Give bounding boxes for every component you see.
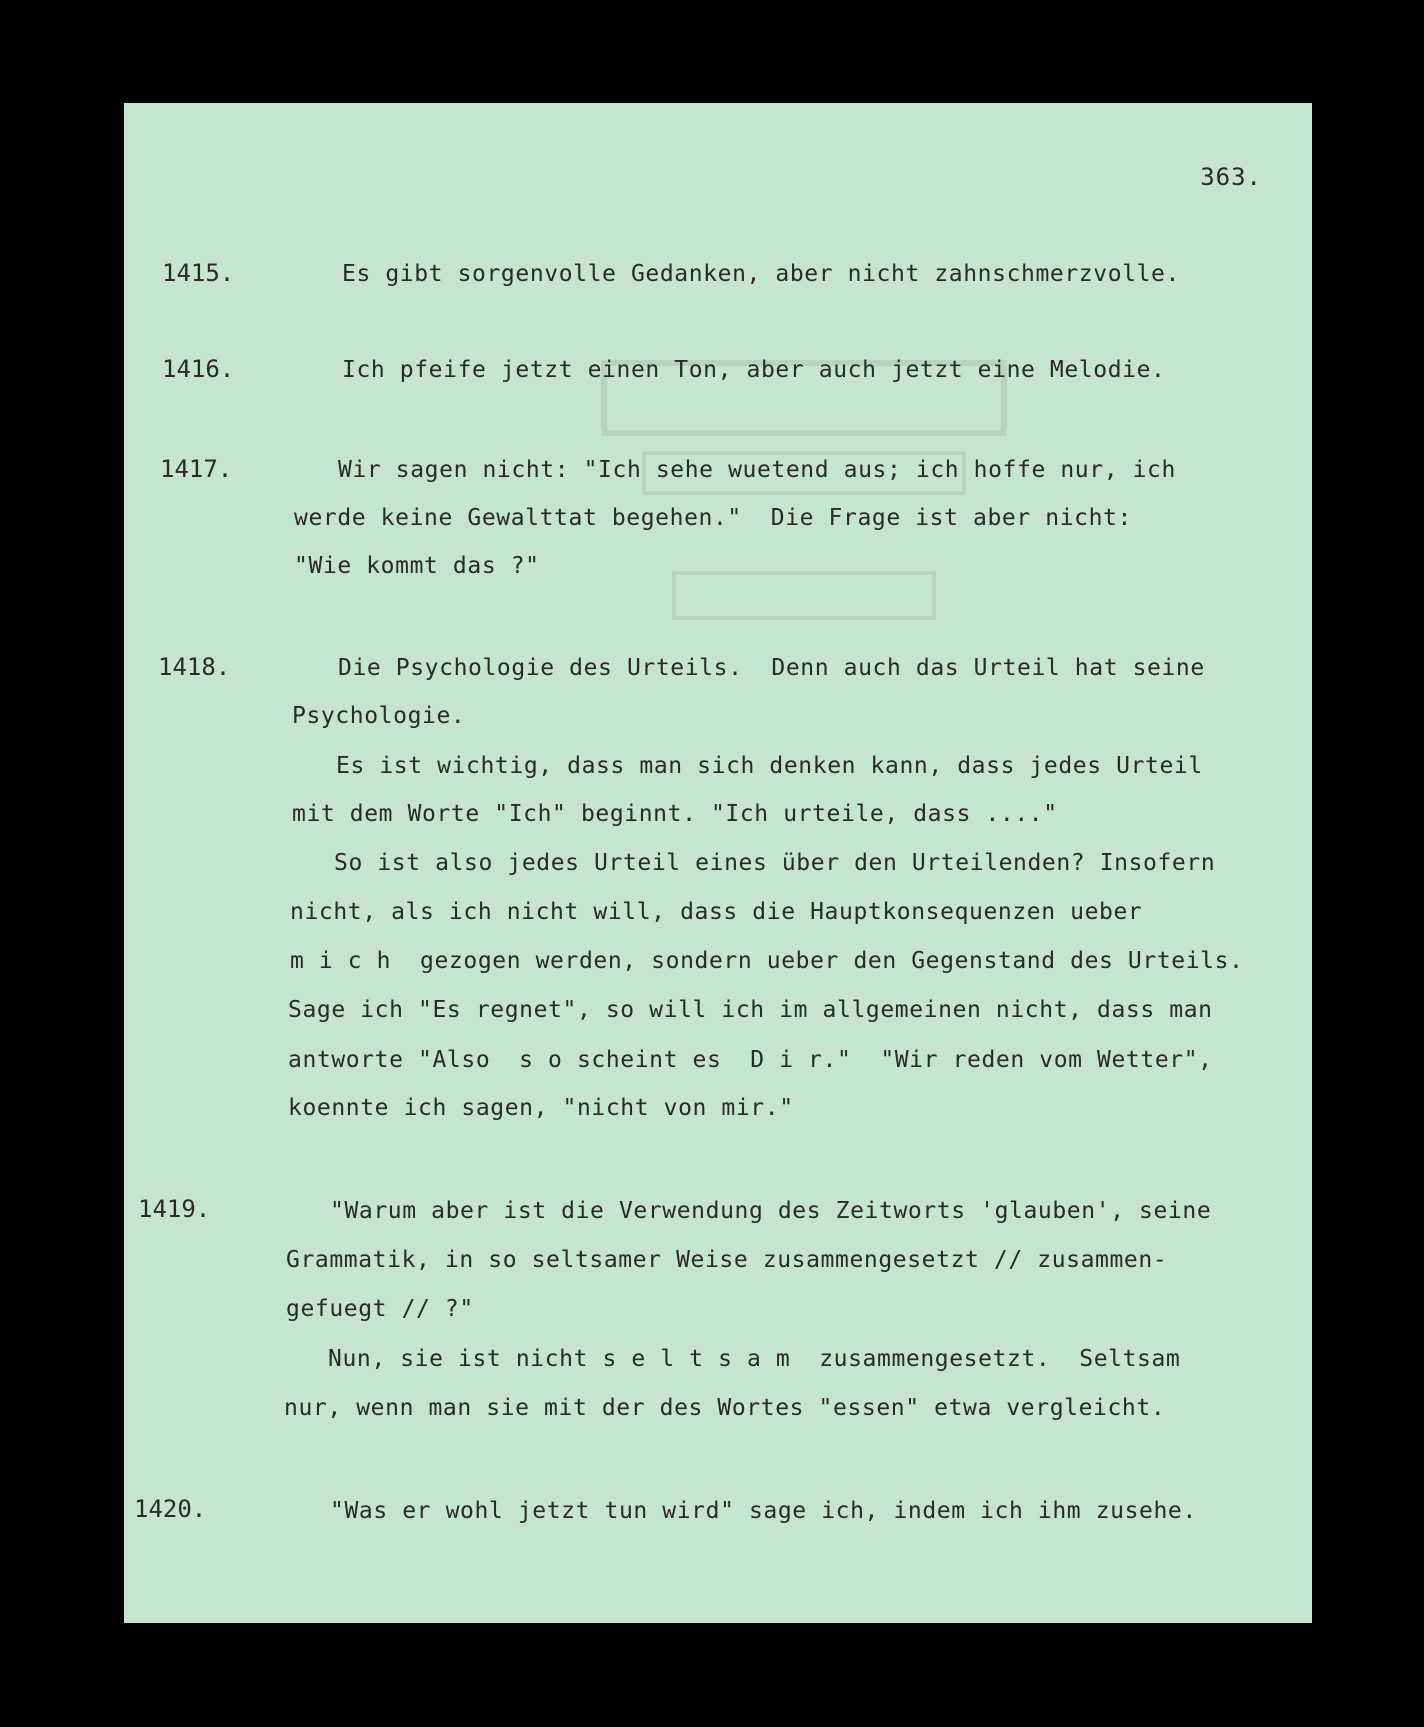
page-number: 363. (1200, 163, 1262, 191)
entry-1417-line: werde keine Gewalttat begehen." Die Frage ist aber nicht: (294, 505, 1132, 531)
entry-1418-line: antworte "Also s o scheint es D i r." "Wir reden vom Wetter", (288, 1047, 1213, 1073)
entry-1418-line: koennte ich sagen, "nicht von mir." (288, 1095, 794, 1121)
entry-number-1419: 1419. (138, 1195, 211, 1223)
entry-1418-line: nicht, als ich nicht will, dass die Hauptkonsequenzen ueber (290, 899, 1143, 925)
entry-1418-line: Psychologie. (292, 703, 466, 729)
entry-number-1420: 1420. (134, 1495, 207, 1523)
entry-1419-line: gefuegt // ?" (286, 1296, 474, 1322)
entry-1416-line: Ich pfeife jetzt einen Ton, aber auch jetzt eine Melodie. (342, 357, 1166, 383)
entry-1420-line: "Was er wohl jetzt tun wird" sage ich, indem ich ihm zusehe. (330, 1498, 1197, 1524)
entry-1419-line: Nun, sie ist nicht s e l t s a m zusammengesetzt. Seltsam (328, 1346, 1181, 1372)
entry-number-1418: 1418. (158, 653, 231, 681)
entry-1418-line: m i c h gezogen werden, sondern ueber den Gegenstand des Urteils. (290, 948, 1244, 974)
entry-1418-line: Sage ich "Es regnet", so will ich im allgemeinen nicht, dass man (288, 997, 1213, 1023)
entry-1418-line: Es ist wichtig, dass man sich denken kann, dass jedes Urteil (336, 753, 1203, 779)
entry-1417-line: Wir sagen nicht: "Ich sehe wuetend aus; ich hoffe nur, ich (338, 457, 1176, 483)
entry-number-1415: 1415. (162, 259, 235, 287)
entry-1419-line: "Warum aber ist die Verwendung des Zeitworts 'glauben', seine (330, 1198, 1212, 1224)
entry-1418-line: So ist also jedes Urteil eines über den Urteilenden? Insofern (334, 850, 1216, 876)
entry-1419-line: nur, wenn man sie mit der des Wortes "essen" etwa vergleicht. (284, 1395, 1166, 1421)
entry-1417-line: "Wie kommt das ?" (294, 553, 540, 579)
entry-1419-line: Grammatik, in so seltsamer Weise zusammengesetzt // zusammen- (286, 1247, 1168, 1273)
entry-1415-line: Es gibt sorgenvolle Gedanken, aber nicht zahnschmerzvolle. (342, 261, 1180, 287)
typescript-page (124, 103, 1312, 1623)
entry-number-1417: 1417. (160, 455, 233, 483)
entry-number-1416: 1416. (162, 355, 235, 383)
entry-1418-line: mit dem Worte "Ich" beginnt. "Ich urteile, dass ...." (292, 801, 1058, 827)
entry-1418-line: Die Psychologie des Urteils. Denn auch das Urteil hat seine (338, 655, 1205, 681)
